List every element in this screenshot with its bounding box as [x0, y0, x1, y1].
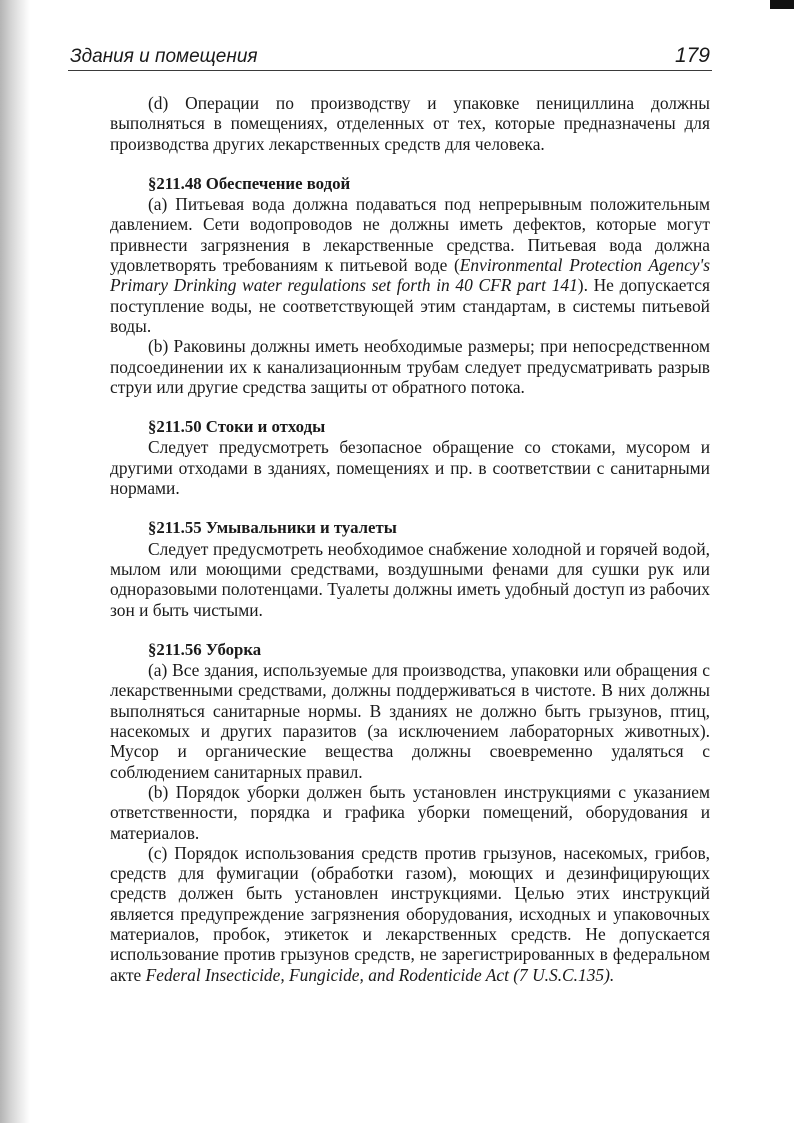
paragraph-text-after: ). Не допускается поступление воды, не соответствующей этим стандартам, в системы питьевой воды. [110, 275, 710, 336]
paragraph [110, 437, 710, 498]
page-body [110, 93, 710, 1005]
section-211-48 [110, 174, 710, 397]
page-edge-shadow [0, 0, 30, 1123]
section-heading: §211.50 Стоки и отходы [148, 417, 326, 437]
paragraph [110, 843, 710, 985]
paragraph-text: (c) Порядок использования средств против грызунов, насекомых, грибов, средств для фумигации (обработки газом), моющих и дезинфицирующих средств должен быть установлен инструкциями. Целью этих инструкций является предупреждение загрязнения оборудования, исходных и упаковочных материалов, пробок, этикеток и лекарственных средств. Не допускается использование против грызунов средств, не зарегистрированных в федеральном акте [110, 842, 710, 985]
section-211-50 [110, 417, 710, 498]
paragraph [110, 194, 710, 336]
header-rule [68, 70, 712, 71]
scan-corner-mark [770, 0, 794, 9]
paragraph-text: (d) Операции по производству и упаковке пенициллина должны выполняться в помещениях, отделенных от тех, которые предназначены для производства других лекарственных средств для человека. [110, 93, 710, 154]
section-211-56 [110, 640, 710, 985]
paragraph-emphasis: Environmental Protection Agency's Primary Drinking water regulations set forth in 40 CFR part 141 [110, 255, 711, 296]
paragraph-text: Следует предусмотреть необходимое снабжение холодной и горячей водой, мылом или моющими средствами, воздушными фенами для сушки рук или одноразовыми полотенцами. Туалеты должны иметь удобный доступ из рабочих зон и быть чистыми. [110, 538, 710, 620]
paragraph [110, 539, 710, 620]
section-heading: §211.55 Умывальники и туалеты [148, 518, 397, 538]
paragraph-text: (a) Питьевая вода должна подаваться под непрерывным положительным давлением. Сети водопроводов не должны иметь дефектов, которые могут привнести загрязнения в лекарственные средства. Питьевая вода должна удовлетворять требованиям к питьевой воде ( [110, 194, 710, 276]
section-heading: §211.48 Обеспечение водой [148, 173, 351, 193]
paragraph-text: (b) Порядок уборки должен быть установлен инструкциями с указанием ответственности, порядка и графика уборки помещений, оборудования и материалов. [110, 781, 710, 843]
running-head [70, 44, 710, 68]
paragraph-emphasis: Federal Insecticide, Fungicide, and Rodenticide Act (7 U.S.C.135). [145, 964, 615, 985]
paragraph-text: Следует предусмотреть безопасное обращение со стоками, мусором и другими отходами в зданиях, помещениях и пр. в соответствии с санитарными нормами. [110, 437, 710, 499]
paragraph-text: (a) Все здания, используемые для производства, упаковки или обращения с лекарственными средствами, должны поддерживаться в чистоте. В них должны выполняться санитарные нормы. В зданиях не должно быть грызунов, птиц, насекомых и других паразитов (за исключением лабораторных животных). Мусор и органические вещества должны своевременно удаляться с соблюдением санитарных правил. [110, 660, 710, 782]
section-heading: §211.56 Уборка [148, 639, 262, 659]
paragraph [110, 660, 710, 782]
section-211-55 [110, 518, 710, 619]
paragraph-text: (b) Раковины должны иметь необходимые размеры; при непосредственном подсоединении их к канализационным трубам следует предусматривать разрыв струи или другие средства защиты от обратного потока. [110, 336, 710, 397]
paragraph [110, 93, 710, 154]
paragraph [110, 336, 710, 397]
page-number: 179 [674, 44, 710, 67]
paragraph [110, 782, 710, 843]
intro-block [110, 93, 710, 154]
running-head-title: Здания и помещения [70, 46, 258, 67]
